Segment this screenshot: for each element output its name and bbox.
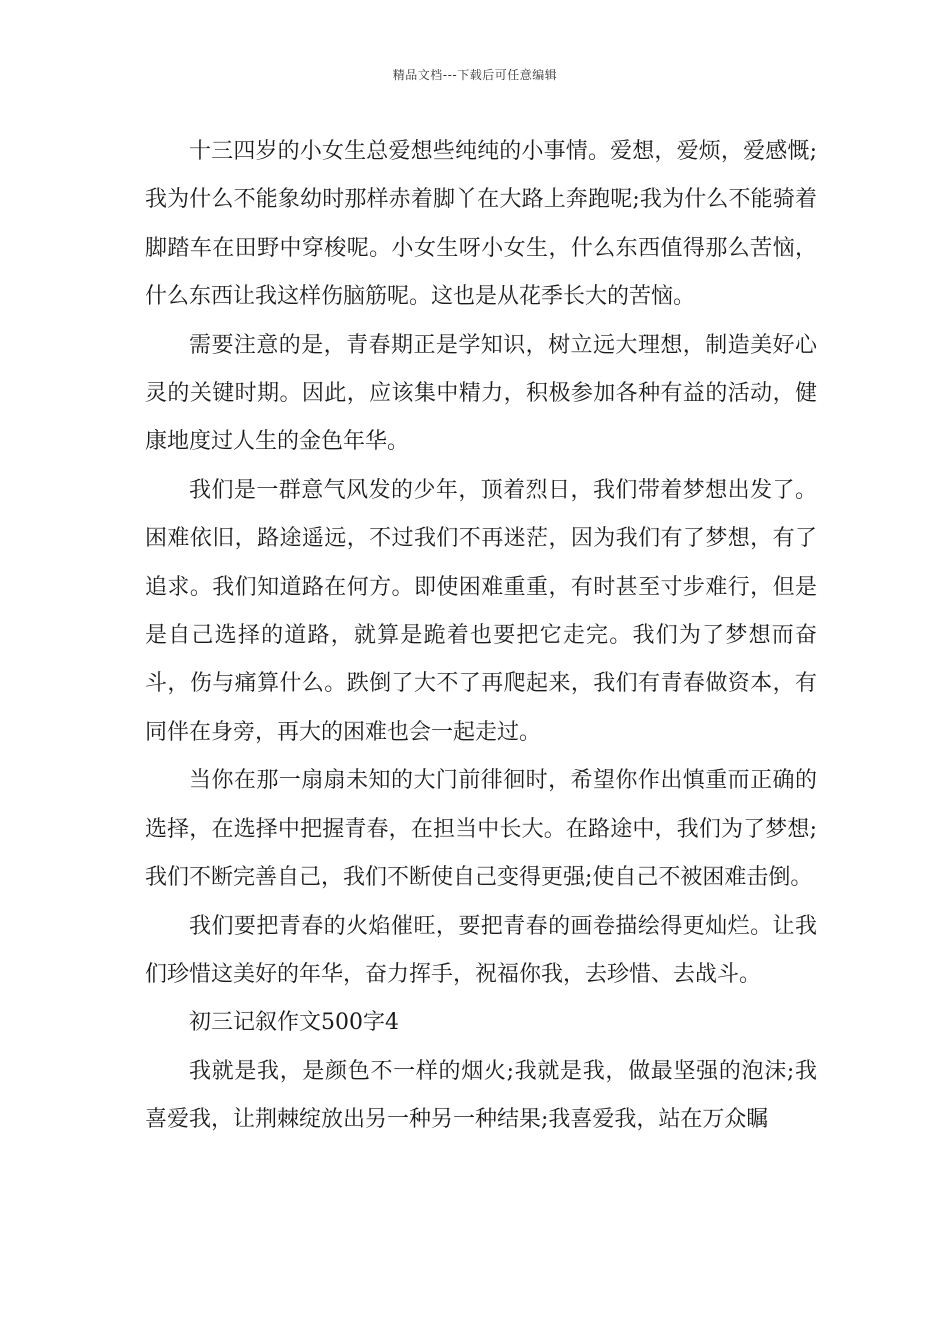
paragraph-6: 我就是我，是颜色不一样的烟火;我就是我，做最坚强的泡沫;我喜爱我，让荆棘绽放出另一种另一种结果;我喜爱我，站在万众瞩 — [145, 1058, 817, 1133]
paragraph-4: 当你在那一扇扇未知的大门前徘徊时，希望你作出慎重而正确的选择，在选择中把握青春，在担当中长大。在路途中，我们为了梦想;我们不断完善自己，我们不断使自己变得更强;使自己不被困难击倒。 — [145, 768, 817, 891]
paragraph-1: 十三四岁的小女生总爱想些纯纯的小事情。爱想，爱烦，爱感慨;我为什么不能象幼时那样赤着脚丫在大路上奔跑呢;我为什么不能骑着脚踏车在田野中穿梭呢。小女生呀小女生，什么东西值得那么苦恼，什么东西让我这样伤脑筋呢。这也是从花季长大的苦恼。 — [145, 139, 817, 310]
section-heading: 初三记叙作文500字4 — [189, 1010, 399, 1036]
paragraph-3: 我们是一群意气风发的少年，顶着烈日，我们带着梦想出发了。困难依旧，路途遥远，不过我们不再迷茫，因为我们有了梦想，有了追求。我们知道路在何方。即使困难重重，有时甚至寸步难行，但是是自己选择的道路，就算是跪着也要把它走完。我们为了梦想而奋斗，伤与痛算什么。跌倒了大不了再爬起来，我们有青春做资本，有同伴在身旁，再大的困难也会一起走过。 — [145, 477, 817, 745]
document-body — [145, 128, 817, 1145]
paragraph-5: 我们要把青春的火焰催旺，要把青春的画卷描绘得更灿烂。让我们珍惜这美好的年华，奋力挥手，祝福你我，去珍惜、去战斗。 — [145, 913, 817, 987]
page-header: 精品文档---下载后可任意编辑 — [392, 68, 558, 82]
paragraph-2: 需要注意的是，青春期正是学知识，树立远大理想，制造美好心灵的关键时期。因此，应该集中精力，积极参加各种有益的活动，健康地度过人生的金色年华。 — [145, 332, 817, 455]
